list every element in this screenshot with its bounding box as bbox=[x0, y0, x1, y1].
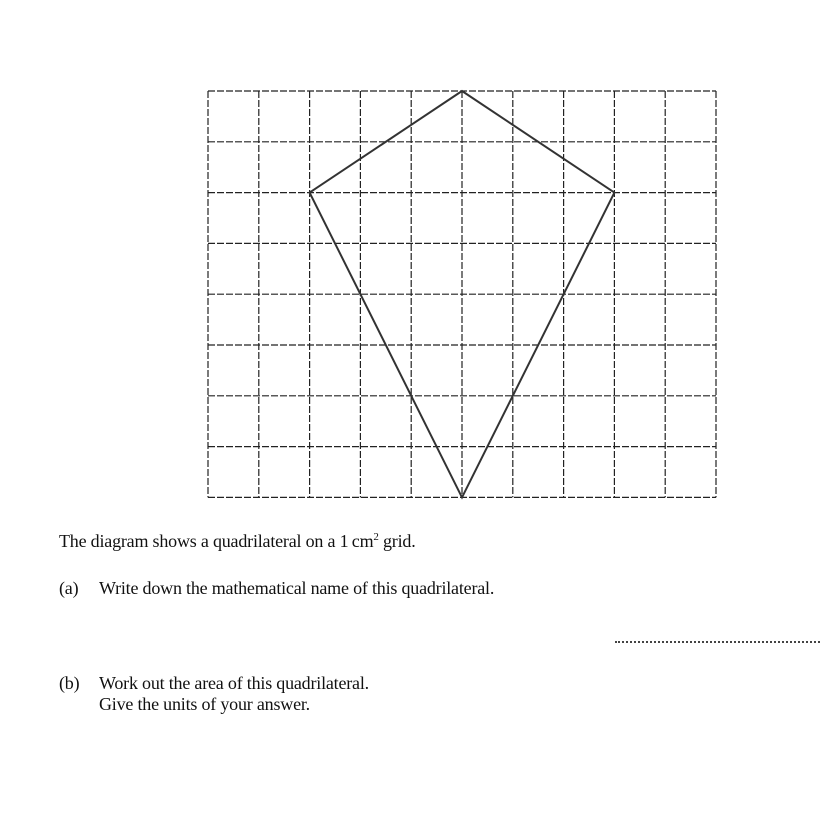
part-a-text: Write down the mathematical name of this quadrilateral. bbox=[99, 578, 495, 598]
square-grid bbox=[208, 91, 716, 497]
question-intro bbox=[59, 531, 416, 552]
intro-superscript: 2 bbox=[373, 531, 379, 543]
part-b-line-1: Work out the area of this quadrilateral. bbox=[99, 673, 369, 693]
part-b-label: (b) bbox=[59, 673, 80, 693]
answer-line-a[interactable] bbox=[615, 641, 820, 643]
intro-text-end: grid. bbox=[378, 531, 416, 551]
part-a-label: (a) bbox=[59, 578, 79, 598]
part-b bbox=[59, 673, 369, 715]
part-a bbox=[59, 578, 494, 599]
intro-text: The diagram shows a quadrilateral on a 1 cm bbox=[59, 531, 374, 551]
part-b-line-2: Give the units of your answer. bbox=[99, 694, 310, 714]
